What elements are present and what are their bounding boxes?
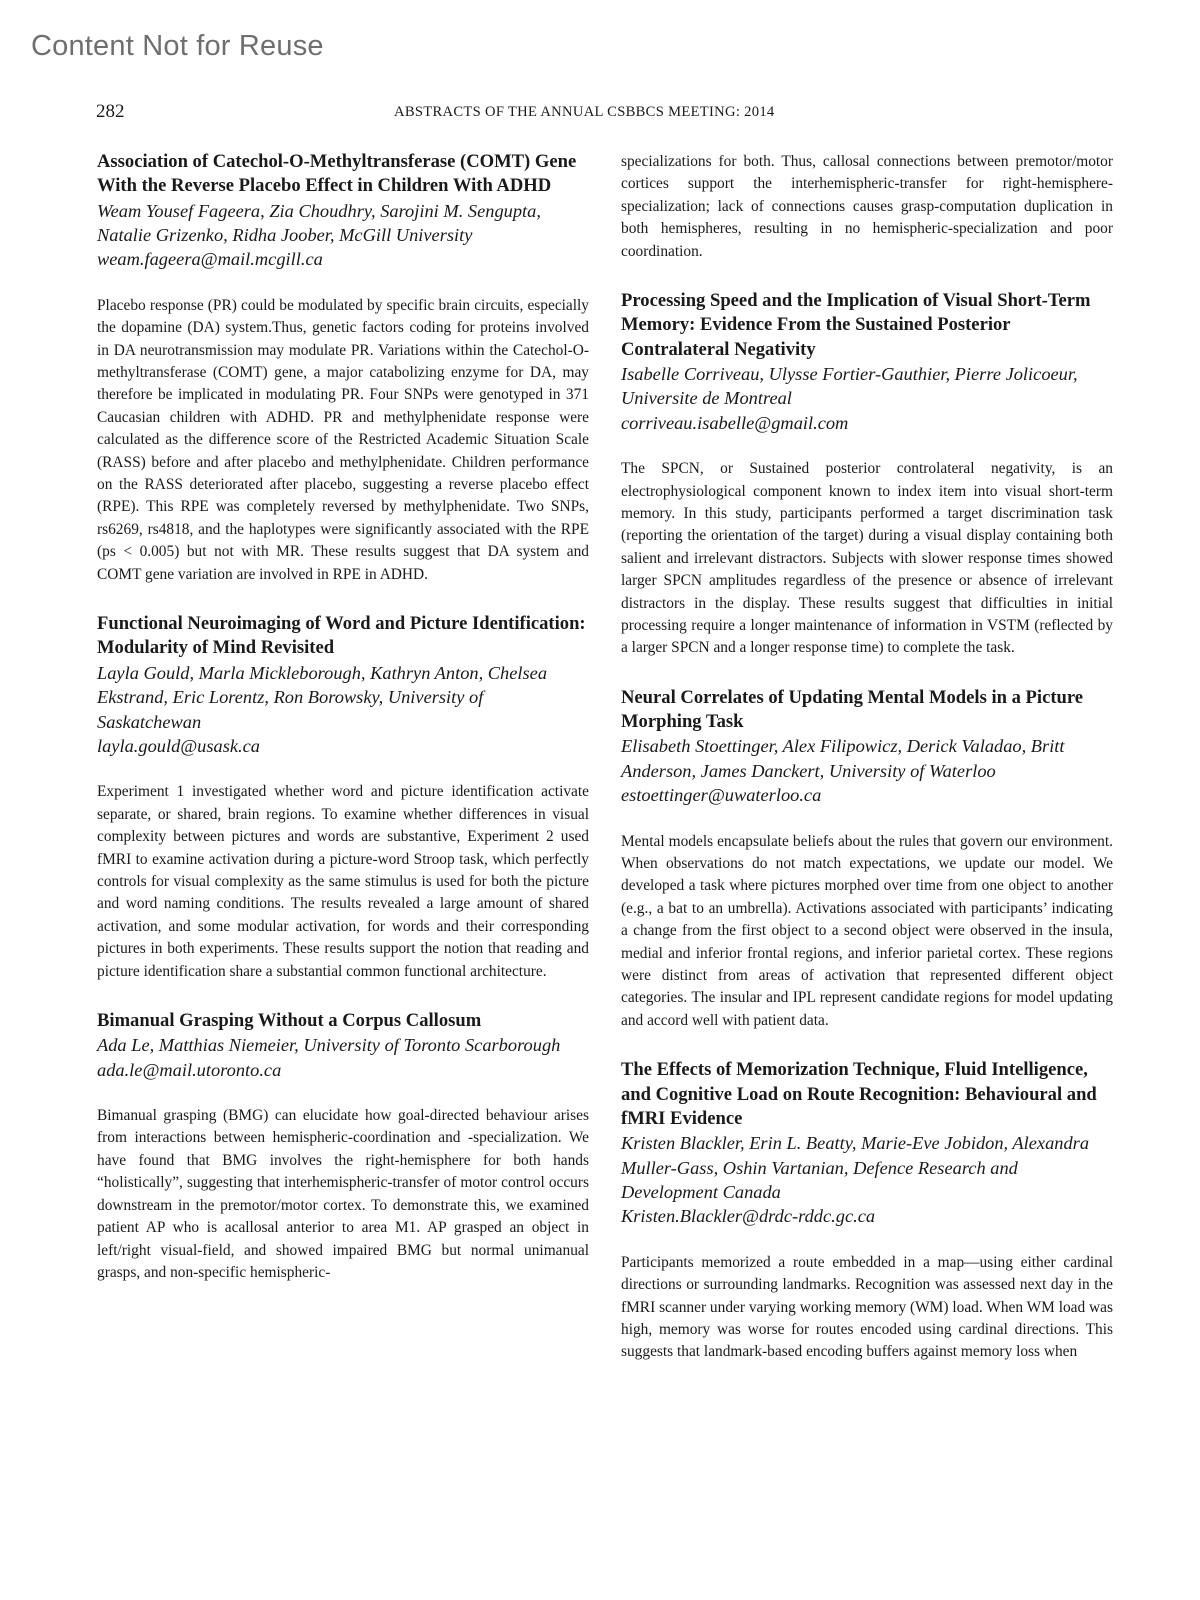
abstract-title: Association of Catechol-O-Methyltransferase (COMT) Gene With the Reverse Placebo Effect in Children With ADHD bbox=[97, 151, 577, 197]
abstract-word-picture-neuroimaging bbox=[97, 612, 589, 983]
abstract-email: corriveau.isabelle@gmail.com bbox=[621, 412, 849, 433]
watermark-text: Content Not for Reuse bbox=[31, 30, 324, 62]
abstract-body: Participants memorized a route embedded in a map—using either cardinal directions or surrounding landmarks. Recognition was assessed next day in the fMRI scanner under varying working memory (WM) load. When WM load was high, memory was worse for routes encoded using cardinal directions. This suggests that landmark-based encoding buffers against memory loss when bbox=[621, 1253, 1113, 1361]
abstract-authors: Kristen Blackler, Erin L. Beatty, Marie-Eve Jobidon, Alexandra Muller-Gass, Oshin Vartanian, Defence Research and Development Canada bbox=[621, 1133, 1090, 1202]
abstract-email: layla.gould@usask.ca bbox=[97, 735, 261, 756]
abstract-continuation: specializations for both. Thus, callosal connections between premotor/motor cortices support the interhemispheric-transfer for right-hemisphere-specialization; lack of connections causes grasp-computation duplication in both hemispheres, resulting in no hemispheric-specialization and poor coordination. bbox=[621, 153, 1113, 260]
abstract-authors: Elisabeth Stoettinger, Alex Filipowicz, Derick Valadao, Britt Anderson, James Danckert, University of Waterloo bbox=[621, 736, 1065, 781]
abstract-bimanual-grasping bbox=[97, 1009, 589, 1284]
abstract-processing-speed-vstm bbox=[621, 289, 1113, 660]
right-column bbox=[621, 151, 1113, 1364]
abstract-body: Bimanual grasping (BMG) can elucidate how goal-directed behaviour arises from interactions between hemispheric-coordination and -specialization. We have found that BMG involves the right-hemisphere for both hands “holistically”, suggesting that interhemispheric-transfer of motor control occurs downstream in the premotor/motor cortex. To demonstrate this, we examined patient AP who is acallosal anterior to area M1. AP grasped an object in left/right visual-field, and showed impaired BMG but normal unimanual grasps, and non-specific hemispheric- bbox=[97, 1107, 589, 1281]
abstract-comt-placebo bbox=[97, 150, 589, 586]
abstract-email: estoettinger@uwaterloo.ca bbox=[621, 785, 822, 806]
abstract-body: Placebo response (PR) could be modulated by specific brain circuits, especially the dopamine (DA) system.Thus, genetic factors coding for proteins involved in DA neurotransmission may modulate PR. Variations within the Catechol-O-methyltransferase (COMT) gene, a major catabolizing enzyme for DA, may therefore be implicated in modulating PR. Four SNPs were genotyped in 371 Caucasian children with ADHD. PR and methylphenidate response were calculated as the difference score of the Restricted Academic Situation Scale (RASS) before and after placebo and methylphenidate. Children performance on the RASS deteriorated after placebo, suggesting a reverse placebo effect (RPE). This RPE was completely reversed by methylphenidate. Two SNPs, rs6269, rs4818, and the haplotypes were significantly associated with the RPE (ps < 0.005) but not with MR. These results suggest that DA system and COMT gene variation are involved in RPE in ADHD. bbox=[97, 296, 589, 583]
abstract-title: Functional Neuroimaging of Word and Picture Identification: Modularity of Mind Revisited bbox=[97, 613, 586, 659]
abstract-authors: Isabelle Corriveau, Ulysse Fortier-Gauthier, Pierre Jolicoeur, Universite de Montreal bbox=[621, 363, 1078, 409]
abstract-mental-models bbox=[621, 686, 1113, 1032]
abstract-authors: Ada Le, Matthias Niemeier, University of Toronto Scarborough bbox=[97, 1035, 561, 1056]
abstract-body: The SPCN, or Sustained posterior controlateral negativity, is an electrophysiological component known to index item into visual short-term memory. In this study, participants performed a target discrimination task (reporting the orientation of the target) during a visual display containing both salient and irrelevant distractors. Subjects with slower response times showed larger SPCN amplitudes regardless of the presence or absence of irrelevant distractors in the display. These results suggest that difficulties in initial processing require a longer maintenance of information in VSTM (reflected by a larger SPCN and a longer response time) to complete the task. bbox=[621, 460, 1113, 657]
abstract-route-recognition bbox=[621, 1058, 1113, 1364]
abstract-authors: Weam Yousef Fageera, Zia Choudhry, Sarojini M. Sengupta, Natalie Grizenko, Ridha Joober, McGill University bbox=[97, 200, 541, 245]
abstract-body: Mental models encapsulate beliefs about the rules that govern our environment. When observations do not match expectations, we update our model. We developed a task where pictures morphed over time from one object to another (e.g., a bat to an umbrella). Activations associated with participants’ indicating a change from the first object to a second object were observed in the insula, medial and inferior frontal regions, and inferior parietal cortex. These regions were distinct from areas of activation that represented different object categories. The insular and IPL represent candidate regions for model updating and accord well with patient data. bbox=[621, 832, 1113, 1029]
abstract-email: weam.fageera@mail.mcgill.ca bbox=[97, 249, 323, 270]
abstract-title: Neural Correlates of Updating Mental Models in a Picture Morphing Task bbox=[621, 686, 1084, 733]
page-number: 282 bbox=[96, 101, 125, 122]
running-header bbox=[96, 101, 1108, 125]
abstract-body: Experiment 1 investigated whether word and picture identification activate separate, or shared, brain regions. To examine whether differences in visual complexity between pictures and words are substantive, Experiment 2 used fMRI to examine activation during a picture-word Stroop task, which perfectly controls for visual complexity as the same stimulus is used for both the picture and word naming conditions. The results revealed a large amount of shared activation, and some modular activation, for words and their corresponding pictures in both experiments. These results support the notion that reading and picture identification share a substantial common functional architecture. bbox=[97, 783, 589, 980]
abstract-title: Processing Speed and the Implication of Visual Short-Term Memory: Evidence From the Sustained Posterior Contralateral Negativity bbox=[621, 290, 1091, 360]
abstract-email: Kristen.Blackler@drdc-rddc.gc.ca bbox=[621, 1206, 876, 1227]
abstract-title: Bimanual Grasping Without a Corpus Callosum bbox=[97, 1009, 482, 1031]
left-column bbox=[97, 150, 589, 1284]
abstract-email: ada.le@mail.utoronto.ca bbox=[97, 1059, 282, 1080]
abstract-title: The Effects of Memorization Technique, Fluid Intelligence, and Cognitive Load on Route Recognition: Behavioural and fMRI Evidence bbox=[621, 1059, 1097, 1129]
abstract-authors: Layla Gould, Marla Mickleborough, Kathryn Anton, Chelsea Ekstrand, Eric Lorentz, Ron Borowsky, University of Saskatchewan bbox=[97, 662, 548, 732]
journal-title: ABSTRACTS OF THE ANNUAL CSBBCS MEETING: 2014 bbox=[394, 104, 775, 120]
